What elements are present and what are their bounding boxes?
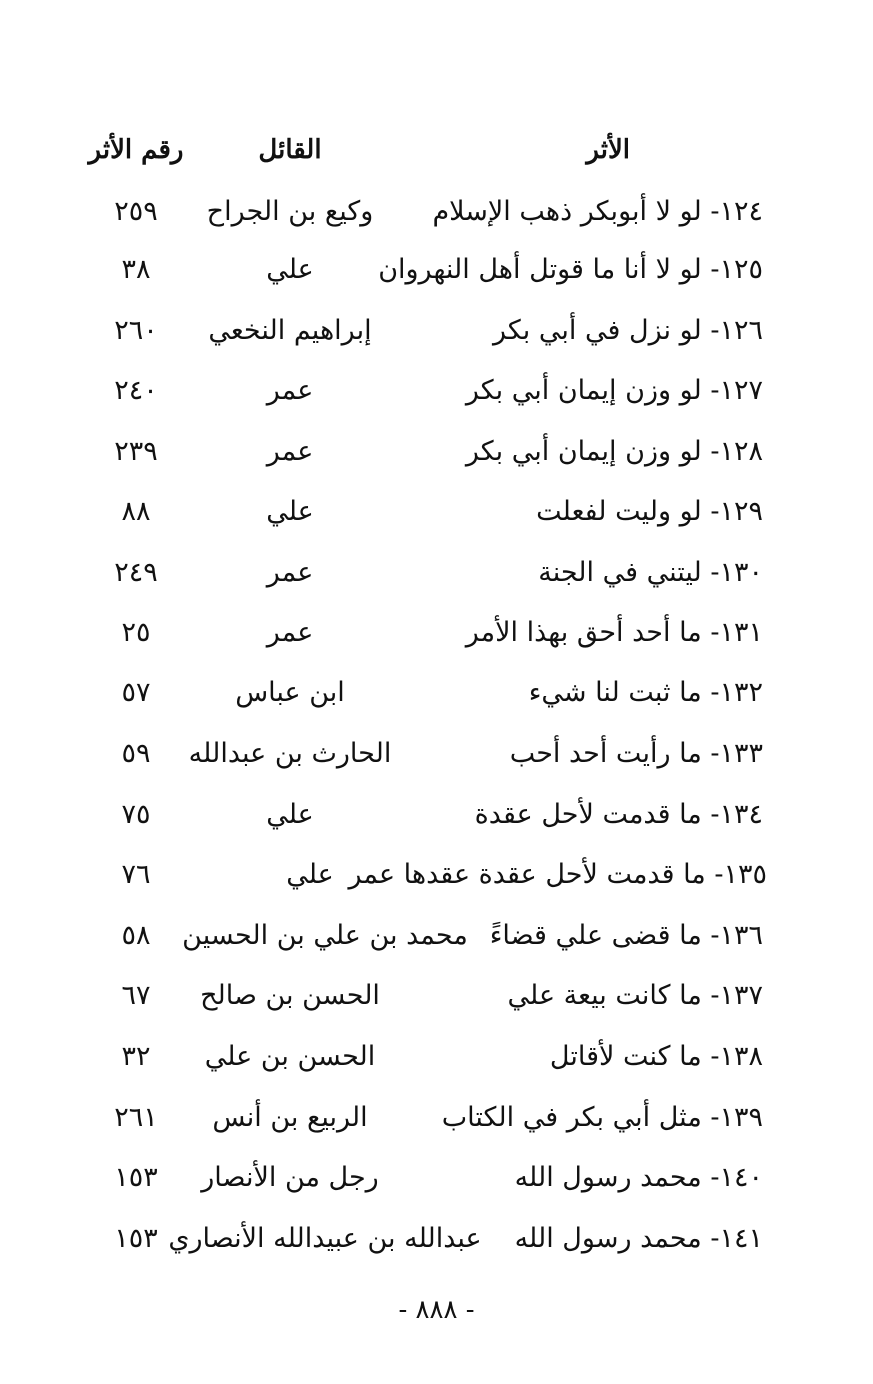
athar-text: ١٣٩- مثل أبي بكر في الكتاب — [441, 1102, 763, 1133]
page-number: - ٨٨٨ - — [398, 1295, 475, 1325]
athar-text: ١٤١- محمد رسول الله — [514, 1223, 763, 1254]
athar-text: ١٢٤- لو لا أبوبكر ذهب الإسلام — [432, 196, 763, 227]
athar-text: ١٣٢- ما ثبت لنا شيء — [528, 677, 763, 708]
qail-name: علي — [266, 496, 314, 527]
qail-name: عبدالله بن عبيدالله الأنصاري — [168, 1223, 482, 1254]
header-qail: القائل — [258, 135, 322, 165]
athar-text: ١٢٩- لو وليت لفعلت — [536, 496, 763, 527]
athar-text: ١٤٠- محمد رسول الله — [514, 1162, 763, 1193]
qail-name: إبراهيم النخعي — [208, 315, 372, 346]
qail-name: عمر — [266, 617, 314, 648]
qail-name: علي — [266, 254, 314, 285]
athar-number: ٦٧ — [121, 980, 151, 1011]
athar-text: ١٢٨- لو وزن إيمان أبي بكر — [465, 436, 763, 467]
qail-name: الحارث بن عبدالله — [188, 738, 392, 769]
athar-number: ٧٦ — [121, 859, 151, 890]
athar-text: ١٣٣- ما رأيت أحد أحب — [509, 738, 763, 769]
header-athar: الأثر — [586, 135, 630, 165]
athar-number: ٢٦٠ — [114, 315, 158, 346]
athar-number: ٢٥٩ — [114, 196, 158, 227]
athar-text: ١٢٥- لو لا أنا ما قوتل أهل النهروان — [378, 254, 763, 285]
athar-number: ٢٥ — [121, 617, 151, 648]
athar-number: ٨٨ — [121, 496, 151, 527]
athar-text: ١٣٤- ما قدمت لأحل عقدة — [474, 799, 763, 830]
qail-name: الربيع بن أنس — [212, 1102, 368, 1133]
athar-number: ٥٧ — [121, 677, 151, 708]
athar-number: ٥٨ — [121, 920, 151, 951]
athar-text: ١٣٠- ليتني في الجنة — [538, 557, 763, 588]
athar-number: ٢٣٩ — [114, 436, 158, 467]
athar-text: ١٣٦- ما قضى علي قضاءً — [489, 920, 763, 951]
athar-number: ٢٦١ — [114, 1102, 158, 1133]
athar-text: ١٣١- ما أحد أحق بهذا الأمر — [465, 617, 763, 648]
athar-number: ٣٢ — [121, 1041, 151, 1072]
qail-name: الحسن بن صالح — [200, 980, 380, 1011]
athar-number: ١٥٣ — [114, 1223, 158, 1254]
athar-number: ١٥٣ — [114, 1162, 158, 1193]
qail-name: محمد بن علي بن الحسين — [182, 920, 468, 951]
header-number: رقم الأثر — [88, 135, 184, 165]
qail-name: علي — [286, 859, 334, 890]
athar-text: ١٣٥- ما قدمت لأحل عقدة عقدها عمر — [348, 859, 767, 890]
athar-number: ٢٤٠ — [114, 375, 158, 406]
athar-text: ١٣٧- ما كانت بيعة علي — [507, 980, 763, 1011]
qail-name: وكيع بن الجراح — [206, 196, 374, 227]
athar-number: ٥٩ — [121, 738, 151, 769]
qail-name: ابن عباس — [235, 677, 345, 708]
athar-number: ٣٨ — [121, 254, 151, 285]
athar-number: ٢٤٩ — [114, 557, 158, 588]
qail-name: عمر — [266, 557, 314, 588]
qail-name: عمر — [266, 375, 314, 406]
athar-number: ٧٥ — [121, 799, 151, 830]
qail-name: علي — [266, 799, 314, 830]
athar-text: ١٢٧- لو وزن إيمان أبي بكر — [465, 375, 763, 406]
qail-name: رجل من الأنصار — [201, 1162, 379, 1193]
qail-name: الحسن بن علي — [204, 1041, 376, 1072]
qail-name: عمر — [266, 436, 314, 467]
athar-text: ١٣٨- ما كنت لأقاتل — [549, 1041, 763, 1072]
athar-text: ١٢٦- لو نزل في أبي بكر — [492, 315, 763, 346]
